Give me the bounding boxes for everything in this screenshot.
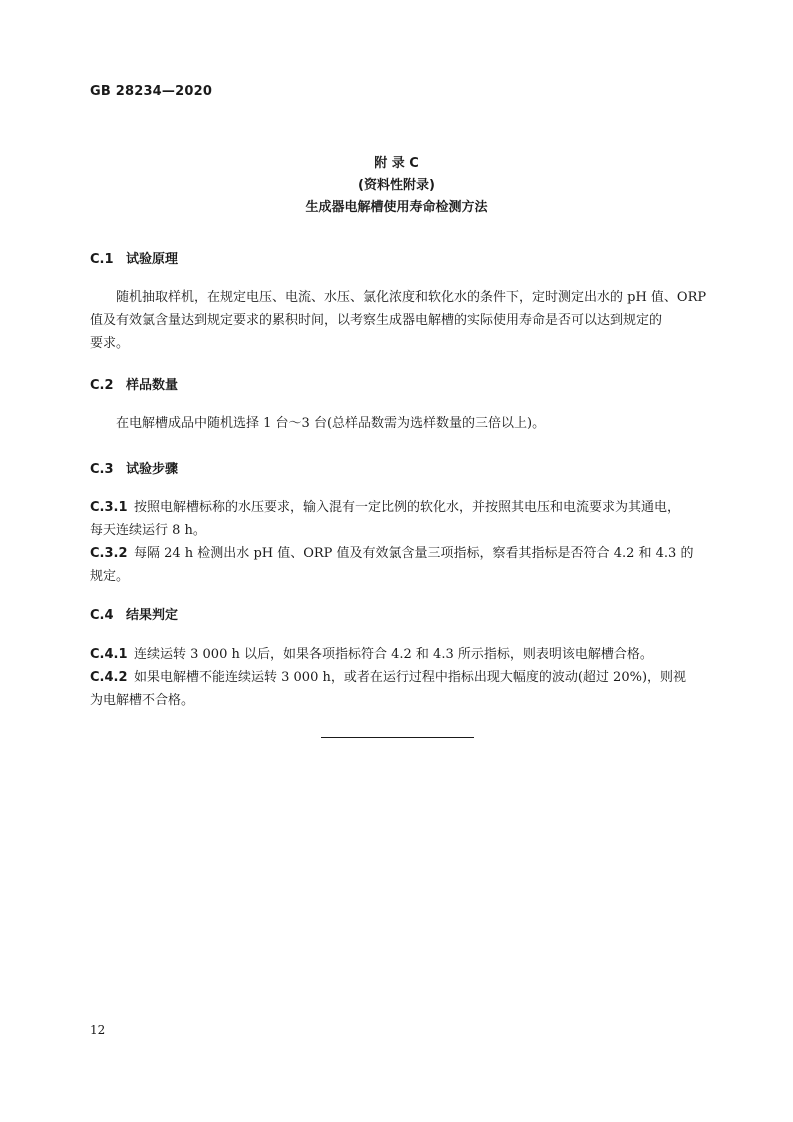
clause-number: C.3.2 bbox=[90, 546, 128, 561]
text-line: 要求。 bbox=[90, 336, 130, 351]
text-line: 每天连续运行 8 h。 bbox=[90, 523, 206, 538]
end-rule bbox=[321, 737, 474, 738]
annex-title: 附 录 C bbox=[374, 156, 419, 171]
clause-number: C.4.1 bbox=[90, 647, 128, 662]
text-line: 随机抽取样机，在规定电压、电流、水压、氯化浓度和软化水的条件下，定时测定出水的 pH 值、ORP bbox=[116, 290, 707, 305]
section-title: 试验步骤 bbox=[126, 462, 179, 477]
standard-number: GB 28234—2020 bbox=[90, 84, 213, 99]
section-title: 试验原理 bbox=[126, 252, 179, 267]
text-line: 每隔 24 h 检测出水 pH 值、ORP 值及有效氯含量三项指标，察看其指标是否符合 4.2 和 4.3 的 bbox=[134, 546, 694, 561]
clause-c31 bbox=[90, 496, 704, 542]
text-line: 按照电解槽标称的水压要求，输入混有一定比例的软化水，并按照其电压和电流要求为其通电， bbox=[134, 500, 681, 515]
text-line: 规定。 bbox=[90, 569, 130, 584]
text-line: 连续运转 3 000 h 以后，如果各项指标符合 4.2 和 4.3 所示指标，则表明该电解槽合格。 bbox=[134, 647, 653, 662]
clause-c41 bbox=[90, 643, 704, 666]
section-title: 结果判定 bbox=[126, 608, 179, 623]
section-number: C.1 bbox=[90, 252, 114, 267]
section-title: 样品数量 bbox=[126, 378, 179, 393]
section-number: C.4 bbox=[90, 608, 114, 623]
section-c1-paragraph bbox=[90, 286, 707, 355]
text-line: 如果电解槽不能连续运转 3 000 h，或者在运行过程中指标出现大幅度的波动(超过 20%)，则视 bbox=[134, 670, 687, 685]
text-line: 为电解槽不合格。 bbox=[90, 693, 195, 708]
text-line: 值及有效氯含量达到规定要求的累积时间，以考察生成器电解槽的实际使用寿命是否可以达到规定的 bbox=[90, 313, 663, 328]
text-line: 在电解槽成品中随机选择 1 台～3 台(总样品数需为选样数量的三倍以上)。 bbox=[116, 416, 546, 431]
section-c1-heading bbox=[90, 248, 178, 267]
section-number: C.3 bbox=[90, 462, 114, 477]
section-c3-heading bbox=[90, 458, 178, 477]
clause-number: C.3.1 bbox=[90, 500, 128, 515]
section-c2-heading bbox=[90, 374, 178, 393]
annex-type: (资料性附录) bbox=[358, 178, 435, 193]
clause-c32 bbox=[90, 542, 704, 588]
section-c2-paragraph bbox=[90, 412, 704, 435]
section-c4-heading bbox=[90, 604, 178, 623]
clause-number: C.4.2 bbox=[90, 670, 128, 685]
section-number: C.2 bbox=[90, 378, 114, 393]
clause-c42 bbox=[90, 666, 704, 712]
annex-name: 生成器电解槽使用寿命检测方法 bbox=[305, 200, 488, 215]
page-number: 12 bbox=[90, 1023, 106, 1037]
